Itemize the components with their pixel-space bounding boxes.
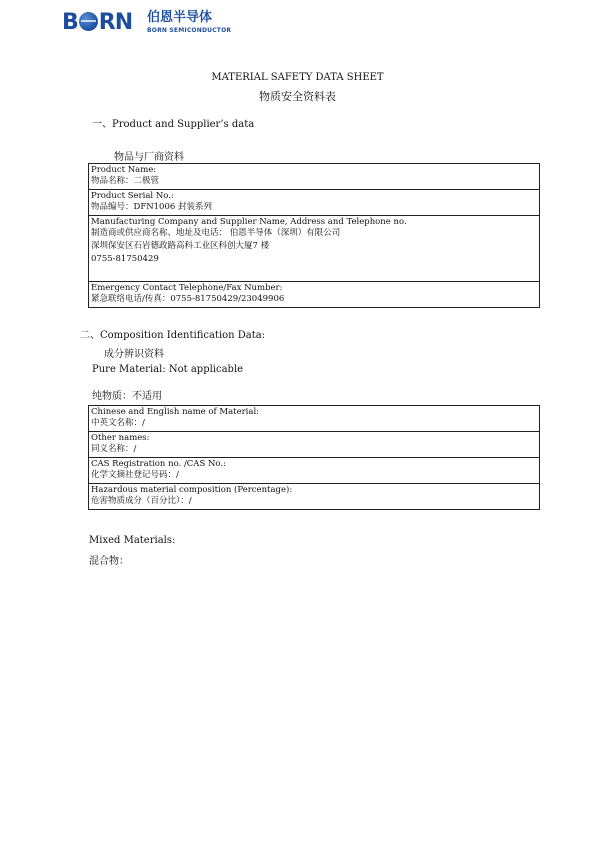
logo-chinese-name: 伯恩半导体	[147, 10, 213, 25]
mixed-materials-en: Mixed Materials:	[89, 535, 176, 546]
table-cell	[89, 432, 540, 458]
table-row	[89, 432, 540, 458]
section1-subheading: 物品与厂商资料	[114, 152, 184, 163]
cell-line: 化学文摘社登记号码：/	[91, 470, 179, 480]
document-title-en: MATERIAL SAFETY DATA SHEET	[211, 72, 384, 83]
cell-line: 制造商或供应商名称、地址及电话： 伯恩半导体（深圳）有限公司	[91, 228, 341, 238]
table-cell	[89, 164, 540, 190]
document-title-cn: 物质安全资料表	[259, 90, 336, 103]
cell-line: Chinese and English name of Material:	[91, 407, 260, 417]
section1-heading: 一、Product and Supplier’s data	[92, 119, 255, 130]
cell-line: 物品编号：DFN1006 封装系列	[91, 202, 212, 212]
cell-line: Product Serial No.:	[91, 191, 174, 201]
table-cell	[89, 282, 540, 308]
cell-line: 中英文名称：/	[91, 418, 145, 428]
section2-heading: 二、Composition Identification Data:	[80, 330, 266, 341]
globe-icon	[79, 12, 98, 31]
cell-line: Emergency Contact Telephone/Fax Number:	[91, 283, 283, 293]
cell-line: Manufacturing Company and Supplier Name, Address and Telephone no.	[91, 217, 407, 227]
mixed-materials-cn: 混合物：	[89, 556, 129, 567]
cell-line: Hazardous material composition (Percentage):	[91, 485, 293, 495]
company-logo	[62, 10, 232, 36]
cell-line: Other names:	[91, 433, 150, 443]
table-row	[89, 458, 540, 484]
section2-subheading: 成分辨识资料	[104, 349, 164, 360]
table-cell	[89, 406, 540, 432]
table-row	[89, 484, 540, 510]
table-row	[89, 164, 540, 190]
table-cell	[89, 458, 540, 484]
pure-material-en: Pure Material: Not applicable	[92, 364, 244, 375]
product-supplier-table	[88, 163, 540, 308]
table-row	[89, 190, 540, 216]
cell-line: CAS Registration no. /CAS No.:	[91, 459, 226, 469]
table-cell	[89, 484, 540, 510]
table-row	[89, 282, 540, 308]
cell-line: 0755-81750429	[91, 254, 159, 264]
table-row	[89, 216, 540, 282]
logo-mark: B RN	[62, 10, 133, 35]
cell-line: 危害物质成分（百分比）：/	[91, 496, 192, 506]
logo-english-name: BORN SEMICONDUCTOR	[147, 27, 232, 34]
pure-material-cn: 纯物质：不适用	[92, 391, 162, 402]
cell-line: 紧急联络电话/传真：0755-81750429/23049906	[91, 294, 285, 304]
cell-line: 同义名称：/	[91, 444, 137, 454]
cell-line: Product Name:	[91, 165, 157, 175]
cell-line: 物品名称：二极管	[91, 176, 160, 186]
table-cell	[89, 216, 540, 282]
table-row	[89, 406, 540, 432]
cell-line: 深圳保安区石岩德政路高科工业区科创大厦7 楼	[91, 241, 270, 251]
table-cell	[89, 190, 540, 216]
composition-table	[88, 405, 540, 510]
